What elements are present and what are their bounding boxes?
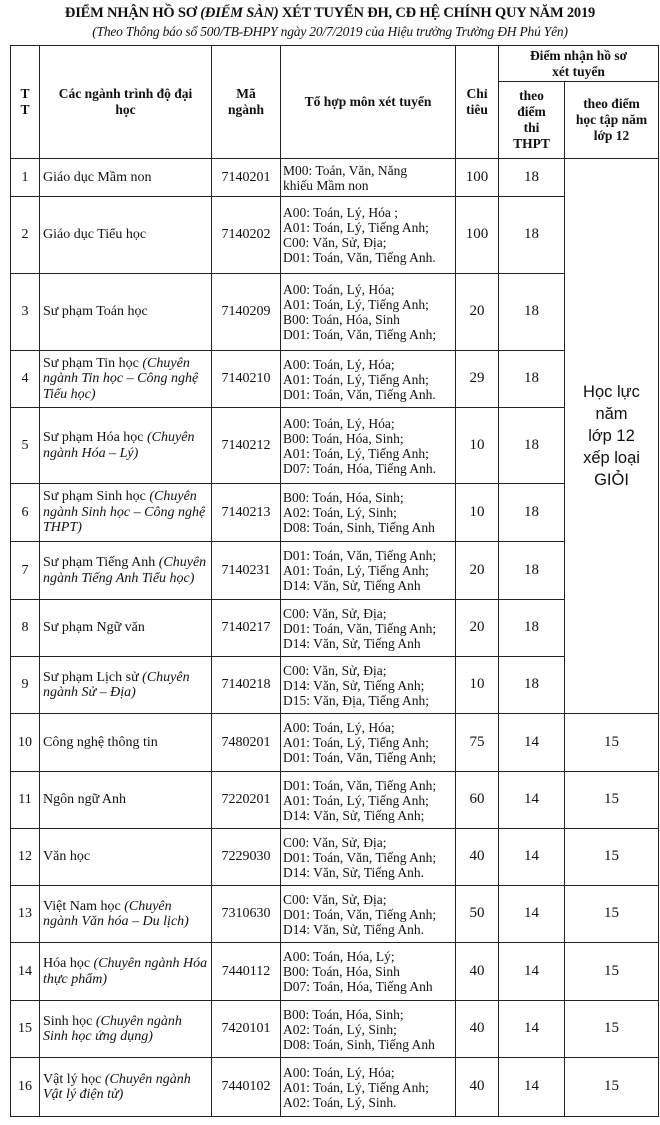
table-row <box>11 886 659 943</box>
row-number: 12 <box>11 829 40 886</box>
header-tt-text: T T <box>20 86 30 117</box>
subject-combo: khiếu Mầm non <box>283 177 369 193</box>
subject-combo: D01: Toán, Văn, Tiếng Anh. <box>283 386 436 402</box>
subject-combo: C00: Văn, Sử, Địa; <box>283 891 387 907</box>
major-name: Văn học <box>43 849 91 865</box>
major-name-cell <box>40 829 212 886</box>
subject-combos <box>281 714 456 772</box>
subject-combo: D01: Toán, Văn, Tiếng Anh; <box>283 620 437 636</box>
thpt-score: 14 <box>499 1001 565 1058</box>
table-row <box>11 274 659 351</box>
major-name: Sư phạm Sinh học <box>43 489 150 505</box>
major-code: 7140217 <box>212 600 281 657</box>
quota: 100 <box>456 159 499 197</box>
major-name: Vật lý học <box>43 1071 105 1087</box>
subject-combo: D14: Văn, Sử, Tiếng Anh <box>283 635 421 651</box>
table-row <box>11 1058 659 1117</box>
table-row <box>11 657 659 714</box>
table-row <box>11 1001 659 1058</box>
row-number: 3 <box>11 274 40 351</box>
subject-combos <box>281 197 456 274</box>
quota: 20 <box>456 542 499 600</box>
table-row <box>11 159 659 197</box>
subject-combo: C00: Văn, Sử, Địa; <box>283 662 387 678</box>
quota: 40 <box>456 943 499 1001</box>
thpt-score: 14 <box>499 829 565 886</box>
subject-combo: A01: Toán, Lý, Tiếng Anh; <box>283 371 429 387</box>
subject-combo: A02: Toán, Lý, Sinh. <box>283 1094 397 1110</box>
subject-combo: D14: Văn, Sử, Tiếng Anh. <box>283 921 424 937</box>
major-name: Giáo dục Mầm non <box>43 169 152 185</box>
row-number: 9 <box>11 657 40 714</box>
subject-combo: D01: Toán, Văn, Tiếng Anh; <box>283 548 437 563</box>
major-name-cell <box>40 1058 212 1117</box>
major-code: 7310630 <box>212 886 281 943</box>
subject-combos <box>281 408 456 484</box>
row-number: 10 <box>11 714 40 772</box>
major-name: Việt Nam học <box>43 898 125 914</box>
subject-combo: C00: Văn, Sử, Địa; <box>283 235 387 250</box>
page-title <box>0 5 660 22</box>
header-major: Các ngành trình độ đại học <box>40 46 212 159</box>
subject-combo: A01: Toán, Lý, Tiếng Anh; <box>283 792 429 808</box>
major-code: 7220201 <box>212 772 281 829</box>
subject-combos <box>281 600 456 657</box>
subject-combo: D14: Văn, Sử, Tiếng Anh <box>283 578 421 593</box>
subject-combos <box>281 542 456 600</box>
major-specialization: (Chuyên ngành Sử – Địa) <box>43 669 190 700</box>
quota: 50 <box>456 886 499 943</box>
subject-combos <box>281 1001 456 1058</box>
major-name: Sư phạm Tin học <box>43 355 143 371</box>
table-row <box>11 772 659 829</box>
header-tt <box>11 46 40 159</box>
subject-combo: A02: Toán, Lý, Sinh; <box>283 1021 397 1037</box>
major-code: 7440112 <box>212 943 281 1001</box>
thpt-score: 14 <box>499 1058 565 1117</box>
thpt-score: 18 <box>499 159 565 197</box>
title-emphasis: (ĐIỂM SÀN) <box>200 5 279 21</box>
subject-combo: A00: Toán, Lý, Hóa; <box>283 720 395 735</box>
grade12-score: 15 <box>565 1058 659 1117</box>
subject-combo: D14: Văn, Sử, Tiếng Anh; <box>283 677 425 693</box>
subject-combo: D01: Toán, Văn, Tiếng Anh; <box>283 750 437 765</box>
row-number: 11 <box>11 772 40 829</box>
subject-combo: A01: Toán, Lý, Tiếng Anh; <box>283 297 429 312</box>
major-code: 7140213 <box>212 484 281 542</box>
major-code: 7140218 <box>212 657 281 714</box>
quota: 40 <box>456 1001 499 1058</box>
admission-table <box>10 45 659 1117</box>
subject-combo: B00: Toán, Hóa, Sinh <box>283 312 400 327</box>
subject-combo: A00: Toán, Lý, Hóa; <box>283 356 395 372</box>
major-name-cell <box>40 1001 212 1058</box>
major-specialization: (Chuyên ngành Tin học – Công nghệ Tiểu học) <box>43 355 199 402</box>
quota: 40 <box>456 829 499 886</box>
major-name-cell <box>40 600 212 657</box>
major-name: Công nghệ thông tin <box>43 734 158 750</box>
table-row <box>11 542 659 600</box>
subject-combos <box>281 886 456 943</box>
subject-combo: D01: Toán, Văn, Tiếng Anh; <box>283 849 437 865</box>
thpt-score: 18 <box>499 408 565 484</box>
row-number: 13 <box>11 886 40 943</box>
subject-combo: A00: Toán, Lý, Hóa; <box>283 282 395 297</box>
grade12-score: 15 <box>565 943 659 1001</box>
major-code: 7140231 <box>212 542 281 600</box>
major-name-cell <box>40 197 212 274</box>
subject-combo: D15: Văn, Địa, Tiếng Anh; <box>283 692 430 708</box>
major-name-cell <box>40 408 212 484</box>
thpt-score: 18 <box>499 274 565 351</box>
subject-combos <box>281 657 456 714</box>
major-name-cell <box>40 274 212 351</box>
subject-combos <box>281 351 456 408</box>
major-name-cell <box>40 542 212 600</box>
row-number: 8 <box>11 600 40 657</box>
subject-combo: A01: Toán, Lý, Tiếng Anh; <box>283 1079 429 1095</box>
subject-combo: D08: Toán, Sinh, Tiếng Anh <box>283 520 435 535</box>
row-number: 1 <box>11 159 40 197</box>
table-row <box>11 714 659 772</box>
major-code: 7480201 <box>212 714 281 772</box>
major-name-cell <box>40 159 212 197</box>
quota: 100 <box>456 197 499 274</box>
row-number: 15 <box>11 1001 40 1058</box>
quota: 10 <box>456 657 499 714</box>
subject-combo: A00: Toán, Hóa, Lý; <box>283 949 395 964</box>
major-code: 7440102 <box>212 1058 281 1117</box>
subject-combo: D07: Toán, Hóa, Tiếng Anh. <box>283 460 436 476</box>
row-number: 4 <box>11 351 40 408</box>
table-header <box>11 46 659 159</box>
major-name-cell <box>40 657 212 714</box>
subject-combo: B00: Toán, Hóa, Sinh <box>283 964 400 979</box>
major-name-cell <box>40 484 212 542</box>
major-name-cell <box>40 943 212 1001</box>
subject-combos <box>281 829 456 886</box>
table-row <box>11 600 659 657</box>
major-code: 7140210 <box>212 351 281 408</box>
grade12-score: 15 <box>565 772 659 829</box>
thpt-score: 14 <box>499 886 565 943</box>
subject-combo: A01: Toán, Lý, Tiếng Anh; <box>283 445 429 461</box>
subject-combo: B00: Toán, Hóa, Sinh; <box>283 1006 404 1022</box>
major-name: Sư phạm Hóa học <box>43 430 148 445</box>
major-code: 7140202 <box>212 197 281 274</box>
major-name: Giáo dục Tiểu học <box>43 227 147 243</box>
major-specialization: (Chuyên ngành Sinh học – Công nghệ THPT) <box>43 489 206 536</box>
quota: 10 <box>456 408 499 484</box>
subject-combo: A00: Toán, Lý, Hóa; <box>283 415 395 431</box>
thpt-score: 14 <box>499 772 565 829</box>
major-name-cell <box>40 714 212 772</box>
row-number: 16 <box>11 1058 40 1117</box>
header-thpt: theo điểm thi THPT <box>499 82 565 159</box>
subject-combo: D01: Toán, Văn, Tiếng Anh; <box>283 906 437 922</box>
major-specialization: (Chuyên ngành Sinh học ứng dụng) <box>43 1013 182 1044</box>
subject-combo: A01: Toán, Lý, Tiếng Anh; <box>283 563 429 578</box>
major-code: 7140212 <box>212 408 281 484</box>
major-specialization: (Chuyên ngành Hóa thực phẩm) <box>43 956 208 987</box>
subject-combos <box>281 772 456 829</box>
title-after: XÉT TUYỂN ĐH, CĐ HỆ CHÍNH QUY NĂM 2019 <box>278 5 596 21</box>
subject-combo: A00: Toán, Lý, Hóa ; <box>283 205 399 220</box>
title-before: ĐIỂM NHẬN HỒ SƠ <box>64 5 201 21</box>
major-code: 7420101 <box>212 1001 281 1058</box>
major-code: 7140209 <box>212 274 281 351</box>
subject-combo: D01: Toán, Văn, Tiếng Anh. <box>283 250 436 265</box>
subject-combo: D08: Toán, Sinh, Tiếng Anh <box>283 1036 435 1052</box>
subject-combo: B00: Toán, Hóa, Sinh; <box>283 430 404 446</box>
thpt-score: 18 <box>499 197 565 274</box>
header-group: Điểm nhận hồ sơ xét tuyển <box>499 46 659 82</box>
row-number: 7 <box>11 542 40 600</box>
subject-combo: C00: Văn, Sử, Địa; <box>283 834 387 850</box>
row-number: 14 <box>11 943 40 1001</box>
table-row <box>11 484 659 542</box>
quota: 10 <box>456 484 499 542</box>
header-code: Mã ngành <box>212 46 281 159</box>
thpt-score: 18 <box>499 542 565 600</box>
quota: 20 <box>456 600 499 657</box>
major-name: Sư phạm Tiếng Anh <box>43 555 159 570</box>
subject-combos <box>281 943 456 1001</box>
subject-combos <box>281 1058 456 1117</box>
major-name: Sinh học <box>43 1013 96 1029</box>
subject-combo: C00: Văn, Sử, Địa; <box>283 605 387 621</box>
table-body <box>11 159 659 1117</box>
subject-combos <box>281 274 456 351</box>
header-grade12: theo điểm học tập năm lớp 12 <box>565 82 659 159</box>
thpt-score: 18 <box>499 657 565 714</box>
subject-combo: D14: Văn, Sử, Tiếng Anh; <box>283 807 425 823</box>
subject-combo: D01: Toán, Văn, Tiếng Anh; <box>283 777 437 793</box>
subject-combo: M00: Toán, Văn, Năng <box>283 162 408 178</box>
row-number: 5 <box>11 408 40 484</box>
grade12-score: 15 <box>565 1001 659 1058</box>
major-name: Sư phạm Ngữ văn <box>43 620 145 636</box>
major-name: Sư phạm Toán học <box>43 304 148 320</box>
subject-combo: A02: Toán, Lý, Sinh; <box>283 505 397 520</box>
quota: 60 <box>456 772 499 829</box>
row-number: 6 <box>11 484 40 542</box>
table-row <box>11 351 659 408</box>
table-row <box>11 197 659 274</box>
table-row <box>11 408 659 484</box>
major-specialization: (Chuyên ngành Văn hóa – Du lịch) <box>43 898 189 929</box>
thpt-score: 14 <box>499 943 565 1001</box>
thpt-score: 18 <box>499 351 565 408</box>
major-specialization: (Chuyên ngành Hóa – Lý) <box>43 430 195 461</box>
major-name: Hóa học <box>43 956 94 971</box>
subject-combo: A00: Toán, Lý, Hóa; <box>283 1064 395 1080</box>
quota: 20 <box>456 274 499 351</box>
quota: 75 <box>456 714 499 772</box>
thpt-score: 14 <box>499 714 565 772</box>
quota: 29 <box>456 351 499 408</box>
major-specialization: (Chuyên ngành Vật lý điện tử) <box>43 1071 191 1102</box>
subject-combo: A01: Toán, Lý, Tiếng Anh; <box>283 220 429 235</box>
quota: 40 <box>456 1058 499 1117</box>
table-row <box>11 829 659 886</box>
grade12-score: 15 <box>565 886 659 943</box>
subject-combo: D07: Toán, Hóa, Tiếng Anh <box>283 979 433 994</box>
major-name: Ngôn ngữ Anh <box>43 792 127 808</box>
major-name: Sư phạm Lịch sử <box>43 669 143 685</box>
subject-combo: D01: Toán, Văn, Tiếng Anh; <box>283 327 437 342</box>
thpt-score: 18 <box>499 600 565 657</box>
subject-combos <box>281 159 456 197</box>
major-code: 7229030 <box>212 829 281 886</box>
grade12-score: 15 <box>565 829 659 886</box>
header-quota: Chỉ tiêu <box>456 46 499 159</box>
page-subtitle: (Theo Thông báo số 500/TB-ĐHPY ngày 20/7/2019 của Hiệu trưởng Trường ĐH Phú Yên) <box>92 24 568 39</box>
header-combos: Tổ hợp môn xét tuyển <box>281 46 456 159</box>
grade12-merged-note: Học lực năm lớp 12 xếp loại GIỎI <box>565 159 659 714</box>
subject-combos <box>281 484 456 542</box>
subject-combo: D14: Văn, Sử, Tiếng Anh. <box>283 864 424 880</box>
thpt-score: 18 <box>499 484 565 542</box>
subject-combo: B00: Toán, Hóa, Sinh; <box>283 490 404 505</box>
grade12-score: 15 <box>565 714 659 772</box>
subject-combo: A01: Toán, Lý, Tiếng Anh; <box>283 735 429 750</box>
major-name-cell <box>40 886 212 943</box>
major-code: 7140201 <box>212 159 281 197</box>
major-name-cell <box>40 351 212 408</box>
row-number: 2 <box>11 197 40 274</box>
table-row <box>11 943 659 1001</box>
major-specialization: (Chuyên ngành Tiếng Anh Tiểu học) <box>43 555 207 586</box>
major-name-cell <box>40 772 212 829</box>
